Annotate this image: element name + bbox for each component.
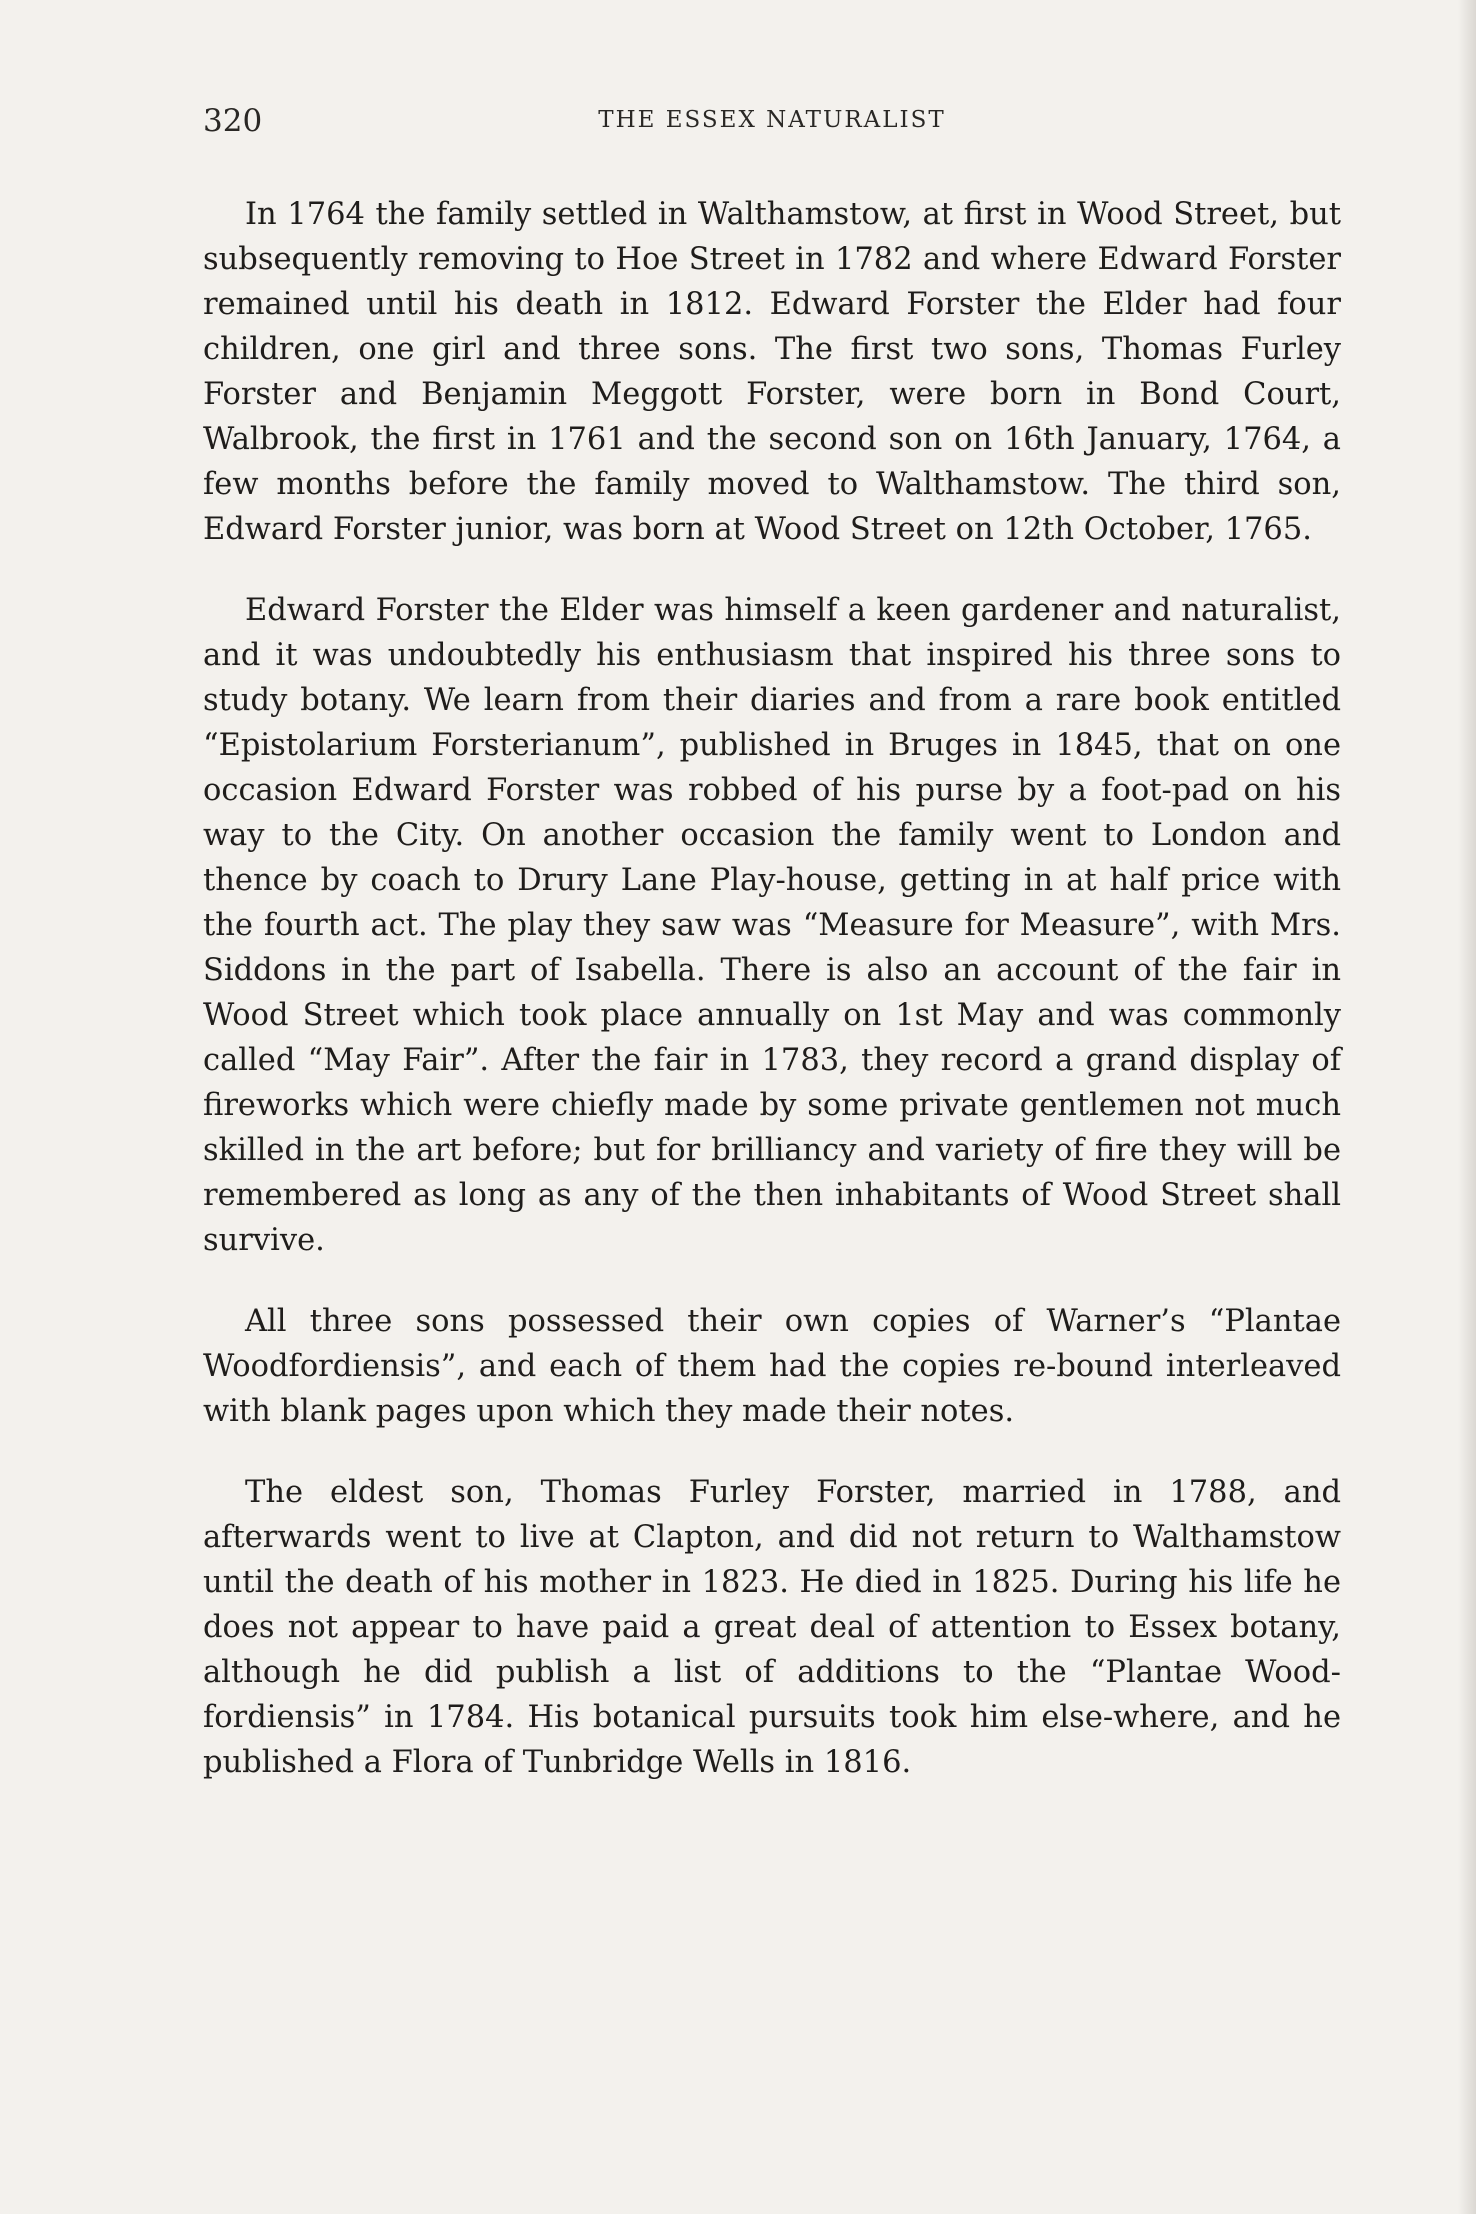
page-number: 320 [203,103,263,139]
paragraph-1: In 1764 the family settled in Walthamstow, at first in Wood Street, but subsequently removing to Hoe Street in 1782 and where Edward Forster remained until his death in 1812. Edward Forster the Elder had four children, one girl and three sons. The first two sons, Thomas Furley Forster and Benjamin Meggott Forster, were born in Bond Court, Walbrook, the first in 1761 and the second son on 16th January, 1764, a few months before the family moved to Walthamstow. The third son, Edward Forster junior, was born at Wood Street on 12th October, 1765. [203,197,1341,547]
body-text [203,192,1341,1821]
page-edge-shadow [1458,0,1476,2214]
paragraph-3: All three sons possessed their own copies of Warner’s “Plantae Woodfordiensis”, and each of them had the copies re-bound interleaved with blank pages upon which they made their notes. [203,1304,1341,1429]
paragraph-4: The eldest son, Thomas Furley Forster, married in 1788, and afterwards went to live at Clapton, and did not return to Walthamstow until the death of his mother in 1823. He died in 1825. During his life he does not appear to have paid a great deal of attention to Essex botany, although he did publish a list of additions to the “Plantae Wood-fordiensis” in 1784. His botanical pursuits took him else-where, and he published a Flora of Tunbridge Wells in 1816. [203,1475,1341,1780]
paragraph-2: Edward Forster the Elder was himself a keen gardener and naturalist, and it was undoubtedly his enthusiasm that inspired his three sons to study botany. We learn from their diaries and from a rare book entitled “Epistolarium Forsterianum”, published in Bruges in 1845, that on one occasion Edward Forster was robbed of his purse by a foot-pad on his way to the City. On another occasion the family went to London and thence by coach to Drury Lane Play-house, getting in at half price with the fourth act. The play they saw was “Measure for Measure”, with Mrs. Siddons in the part of Isabella. There is also an account of the fair in Wood Street which took place annually on 1st May and was commonly called “May Fair”. After the fair in 1783, they record a grand display of fireworks which were chiefly made by some private gentlemen not much skilled in the art before; but for brilliancy and variety of fire they will be remembered as long as any of the then inhabitants of Wood Street shall survive. [203,593,1341,1258]
page-header [203,103,1341,143]
running-title: THE ESSEX NATURALIST [598,107,946,133]
